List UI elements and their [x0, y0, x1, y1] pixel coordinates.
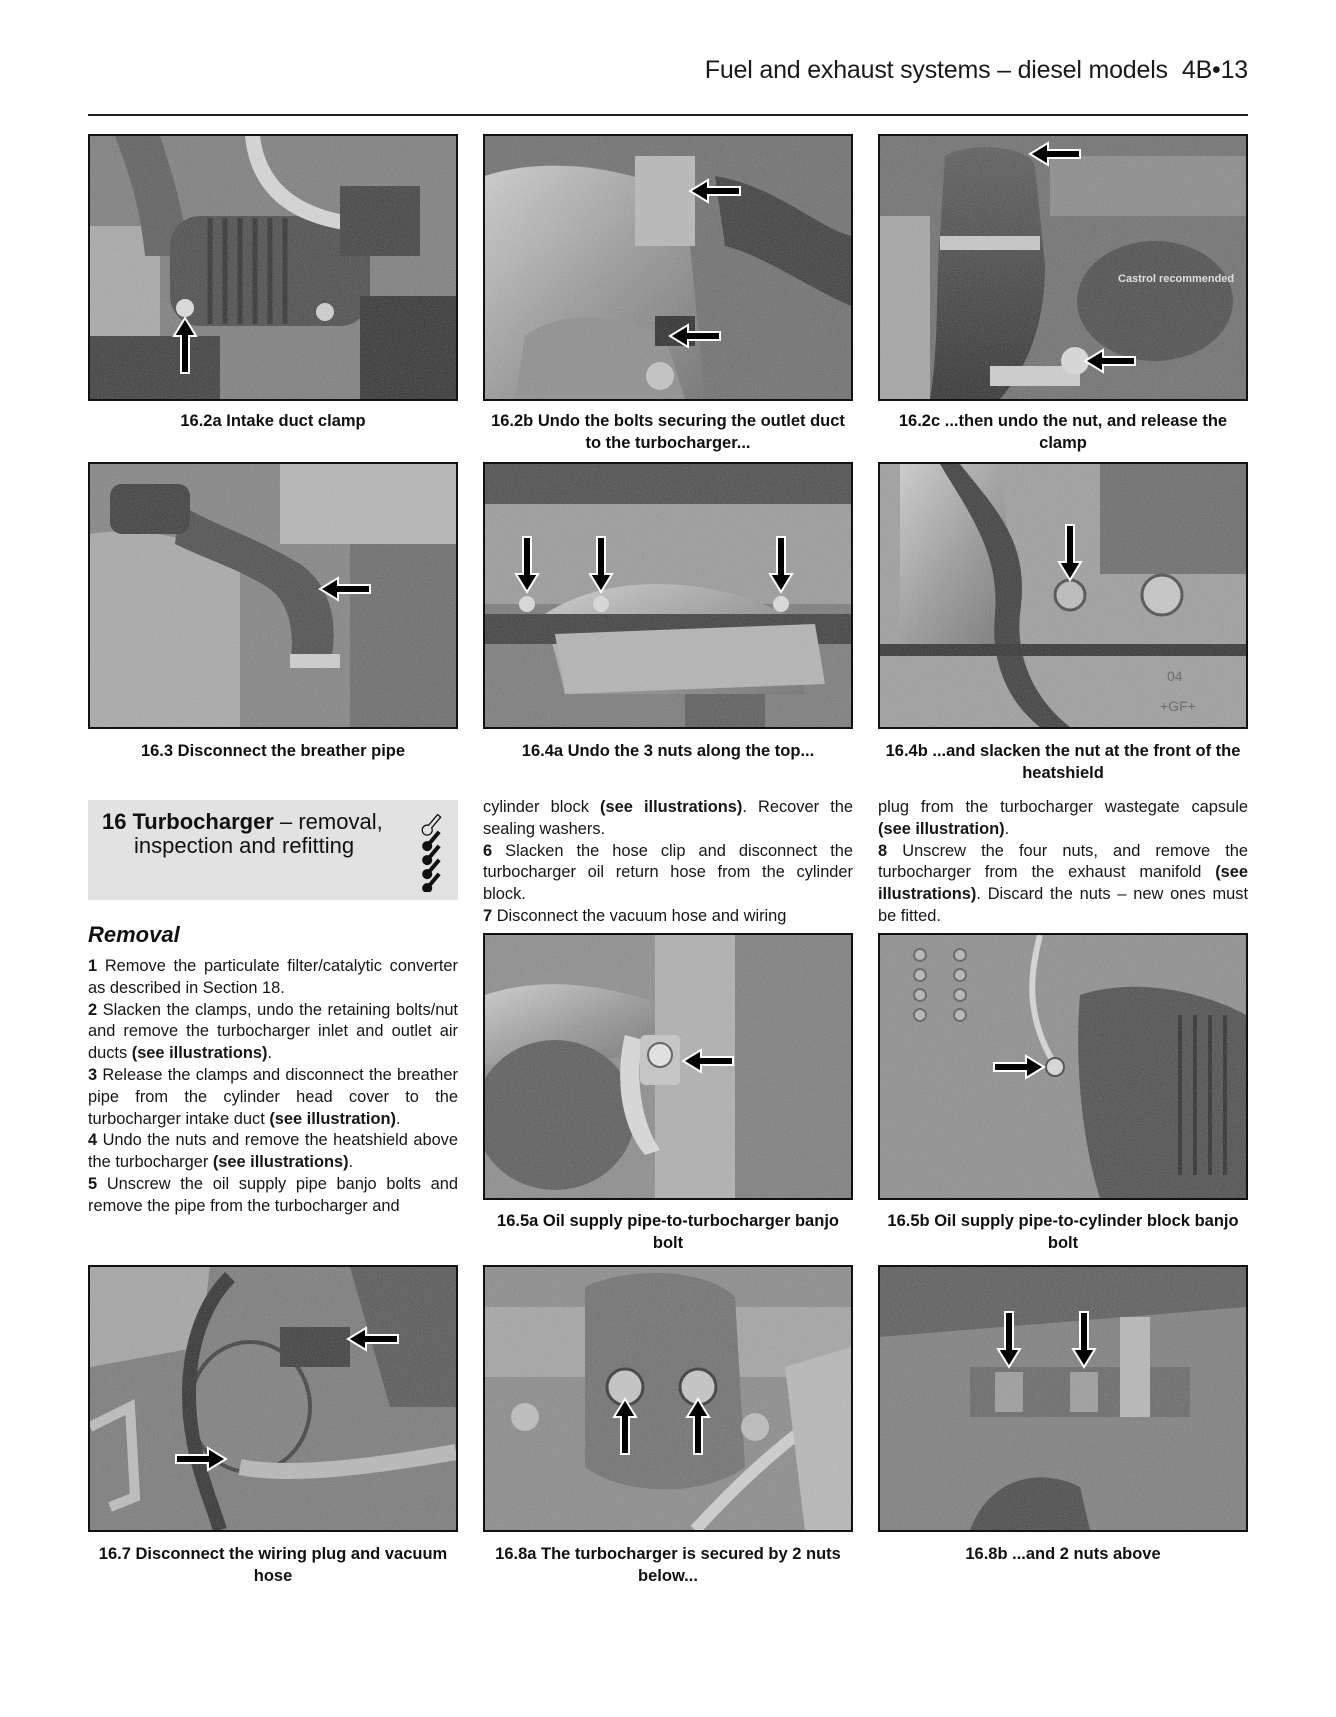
photo-16-2b-outlet-duct-bolts — [483, 134, 853, 401]
wrench-difficulty-icon — [420, 812, 448, 892]
caption-16-5a: 16.5a Oil supply pipe-to-turbocharger banjo bolt — [497, 1212, 839, 1252]
header-rule — [88, 114, 1248, 116]
section-title-rest: – removal, — [273, 809, 383, 834]
running-head — [705, 56, 1248, 85]
caption-16-4a: 16.4a Undo the 3 nuts along the top... — [521, 742, 815, 760]
section-title-line2: inspection and refitting — [134, 833, 355, 858]
text-column-2 — [483, 797, 853, 928]
section-title — [102, 810, 402, 858]
step-2: 2 Slacken the clamps, undo the retaining bolts/nut and remove the turbocharger inlet and outlet air ducts (see illustrations). — [88, 1000, 458, 1063]
photo-16-8b-upper-nuts — [878, 1265, 1248, 1532]
step-7-start: 7 Disconnect the vacuum hose and wiring — [483, 906, 787, 925]
section-title-bold: Turbocharger — [132, 809, 274, 834]
section-heading-box — [88, 800, 458, 900]
caption-16-2a: 16.2a Intake duct clamp — [180, 412, 366, 430]
removal-subheading: Removal — [88, 922, 180, 947]
caption-16-8b: 16.8b ...and 2 nuts above — [965, 1545, 1161, 1563]
photo-16-7-wiring-plug-vacuum-hose — [88, 1265, 458, 1532]
photo-16-4b-heatshield-front-nut — [878, 462, 1248, 729]
photo-16-2a-intake-duct-clamp — [88, 134, 458, 401]
caption-16-3: 16.3 Disconnect the breather pipe — [140, 742, 406, 760]
caption-16-7: 16.7 Disconnect the wiring plug and vacuum hose — [98, 1545, 448, 1585]
photo-16-4a-heatshield-nuts — [483, 462, 853, 729]
step-4: 4 Undo the nuts and remove the heatshield above the turbocharger (see illustrations). — [88, 1131, 458, 1172]
step-7-continued: plug from the turbocharger wastegate capsule (see illustration). — [878, 798, 1248, 838]
caption-16-4b: 16.4b ...and slacken the nut at the front of the heatshield — [885, 742, 1241, 782]
photo-16-5b-block-banjo-bolt — [878, 933, 1248, 1200]
section-number: 16 — [102, 809, 127, 834]
photo-16-5a-turbo-banjo-bolt — [483, 933, 853, 1200]
photo-16-8a-lower-nuts — [483, 1265, 853, 1532]
step-5-continued: cylinder block (see illustrations). Recover the sealing washers. — [483, 798, 853, 838]
chapter-title: Fuel and exhaust systems – diesel models — [704, 56, 1168, 84]
photo-16-3-breather-pipe — [88, 462, 458, 729]
caption-16-2c: 16.2c ...then undo the nut, and release the clamp — [898, 412, 1228, 452]
step-1: 1 Remove the particulate filter/catalytic converter as described in Section 18. — [88, 957, 458, 997]
step-8: 8 Unscrew the four nuts, and remove the turbocharger from the exhaust manifold (see illustrations). Discard the nuts – new ones must be fitted. — [878, 841, 1248, 925]
caption-16-2b: 16.2b Undo the bolts securing the outlet duct to the turbocharger... — [491, 412, 845, 452]
text-column-3 — [878, 797, 1248, 928]
page-number: 4B•13 — [1181, 56, 1248, 84]
step-3: 3 Release the clamps and disconnect the breather pipe from the cylinder head cover to the turbocharger intake duct (see illustration). — [88, 1065, 458, 1128]
step-6: 6 Slacken the hose clip and disconnect the turbocharger oil return hose from the cylinder block. — [483, 841, 853, 904]
step-5-start: 5 Unscrew the oil supply pipe banjo bolts and remove the pipe from the turbocharger and — [88, 1174, 458, 1215]
caption-16-8a: 16.8a The turbocharger is secured by 2 nuts below... — [495, 1545, 841, 1585]
photo-16-2c-nut-clamp — [878, 134, 1248, 401]
caption-16-5b: 16.5b Oil supply pipe-to-cylinder block banjo bolt — [887, 1212, 1239, 1252]
text-column-1 — [88, 956, 458, 1218]
